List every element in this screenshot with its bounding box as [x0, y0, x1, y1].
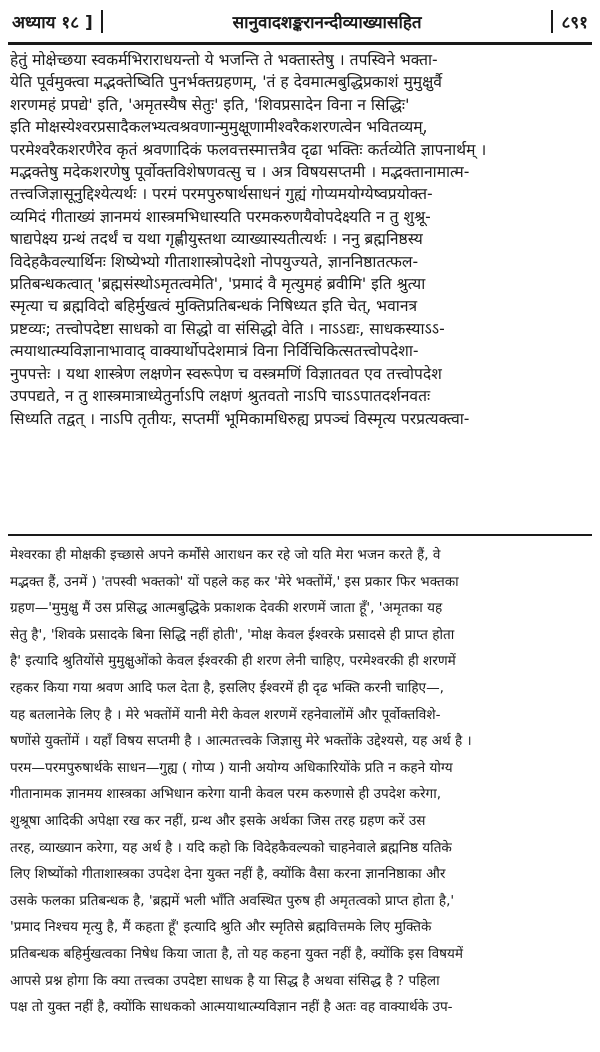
hindi-text-line: षणोंसे युक्तोंमें । यहाँ विषय सप्तमी है । आत्मतत्त्वके जिज्ञासु मेरे भक्तोंके उद्देश्यसे, यह अर्थ है । [10, 733, 472, 750]
hindi-text-line: गीतानामक ज्ञानमय शास्त्रका अभिधान करेगा यानी केवल परम करुणासे ही उपदेश करेगा, [10, 786, 442, 803]
sanskrit-text-line: त्मयाथात्म्यविज्ञानाभावाद् वाक्यार्थोपदेशमात्रं विना निर्विचिकित्सतत्त्वोपदेशा- [10, 342, 419, 361]
hindi-text-line: है' इत्यादि श्रुतियोंसे मुमुक्षुओंको केवल ईश्वरकी ही शरण लेनी चाहिए, परमेश्वरकी ही शरणमें [10, 653, 456, 670]
hindi-text-line: प्रतिबन्धक बहिर्मुखत्वका निषेध किया जाता है, तो यह कहना युक्त नहीं है, क्योंकि इस विषयमें [10, 945, 464, 962]
book-title: सानुवादशङ्करानन्दीव्याख्यासहित [101, 10, 554, 33]
sanskrit-text-line: उपपद्यते, न तु शास्त्रमात्राध्येतुर्नाऽपि लक्षणं श्रुतवतो नाऽपि चाऽऽपातदर्शनवतः [10, 387, 431, 406]
hindi-translation [10, 542, 590, 1042]
hindi-text-line: परम—परमपुरुषार्थके साधन—गुह्य ( गोप्य ) यानी अयोग्य अधिकारियोंके प्रति न कहने योग्य [10, 759, 453, 776]
hindi-text-line: आपसे प्रश्न होगा कि क्या तत्त्वका उपदेष्टा साधक है या सिद्ध है अथवा संसिद्ध है ? पहिला [10, 972, 440, 989]
hindi-text-line: मद्भक्त हैं, उनमें ) 'तपस्वी भक्तको' यों पहले कह कर 'मेरे भक्तोंमें,' इस प्रकार फिर भक्तका [10, 573, 459, 590]
sanskrit-text-line: इति मोक्षस्येश्वरप्रसादैकलभ्यत्वश्रवणान्मुमुक्षूणामीश्वरैकशरणत्वेन भवितव्यम्, [10, 118, 428, 137]
running-header [8, 0, 592, 45]
hindi-text-line: सेतु है', 'शिवके प्रसादके बिना सिद्धि नहीं होती', 'मोक्ष केवल ईश्वरके प्रसादसे ही प्राप्त होता [10, 626, 455, 643]
page-number: ८९१ [561, 12, 588, 33]
hindi-text-line: उसके फलका प्रतिबन्धक है, 'ब्रह्ममें भली भाँति अवस्थित पुरुष ही अमृतत्वको प्राप्त होता है,' [10, 892, 455, 909]
hindi-text-line: रहकर किया गया श्रवण आदि फल देता है, इसलिए ईश्वरमें ही दृढ भक्ति करनी चाहिए—, [10, 679, 444, 696]
hindi-text-line: 'प्रमाद निश्चय मृत्यु है, मैं कहता हूँ' इत्यादि श्रुति और स्मृतिसे ब्रह्मवित्तमके लिए मुक्तिके [10, 919, 432, 936]
sanskrit-text-line: शरणमहं प्रपद्ये' इति, 'अमृतस्यैष सेतुः' इति, 'शिवप्रसादेन विना न सिद्धिः' [10, 95, 410, 114]
sanskrit-text-line: स्मृत्या च ब्रह्मविदो बहिर्मुखत्वं मुक्तिप्रतिबन्धकं निषिध्यत इति चेत्, भवानत्र [10, 297, 418, 316]
section-divider [8, 534, 592, 536]
sanskrit-text-line: प्रतिबन्धकत्वात् 'ब्रह्मसंस्थोऽमृतत्वमेति', 'प्रमादं वै मृत्युमहं ब्रवीमि' इति श्रुत्या [10, 275, 426, 294]
hindi-text-line: शुश्रूषा आदिकी अपेक्षा रख कर नहीं, ग्रन्थ और इसके अर्थका जिस तरह ग्रहण करें उस [10, 812, 426, 829]
sanskrit-text-line: हेतुं मोक्षेच्छया स्वकर्मभिराराधयन्तो ये भजन्ति ते भक्तास्तेषु । तपस्विने भक्ता- [10, 51, 438, 69]
chapter-label: अध्याय १८ ] [12, 12, 93, 33]
sanskrit-text-line: व्यमिदं गीताख्यं ज्ञानमयं शास्त्रमभिधास्यति परमकरुणयैवोपदेक्ष्यति न तु शुश्रू- [10, 207, 431, 226]
hindi-text-line: पक्ष तो युक्त नहीं है, क्योंकि साधकको आत्मयाथात्म्यविज्ञान नहीं है अतः वह वाक्यार्थके उप- [10, 999, 453, 1016]
sanskrit-text-line: येति पूर्वमुक्त्वा मद्भक्तेष्विति पुनर्भक्तग्रहणम्, 'तं ह देवमात्मबुद्धिप्रकाशं मुमुक्षुर्वै [10, 73, 442, 92]
hindi-text-line: मेश्वरका ही मोक्षकी इच्छासे अपने कर्मोंसे आराधन कर रहे जो यति मेरा भजन करते हैं, वे [10, 547, 441, 563]
hindi-text-line: तरह, व्याख्यान करेगा, यह अर्थ है । यदि कहो कि विदेहकैवल्यको चाहनेवाले ब्रह्मनिष्ठ यतिके [10, 839, 452, 856]
sanskrit-commentary [10, 49, 590, 524]
hindi-text-line: लिए शिष्योंको गीताशास्त्रका उपदेश देना युक्त नहीं है, क्योंकि वैसा करना ज्ञाननिष्ठाका और [10, 866, 446, 883]
sanskrit-text-line: विदेहकैवल्यार्थिनः शिष्येभ्यो गीताशास्त्रोपदेशो नोपयुज्यते, ज्ञाननिष्ठातत्फल- [10, 252, 419, 271]
sanskrit-text-line: परमेश्वरैकशरणैरेव कृतं श्रवणादिकं फलवत्तस्मात्तत्रैव दृढा भक्तिः कर्तव्येति ज्ञापनार्थम् । [10, 140, 487, 159]
sanskrit-text-line: प्रष्टव्यः; तत्त्वोपदेष्टा साधको वा सिद्धो वा संसिद्धो वेति । नाऽऽद्यः, साधकस्याऽऽ- [10, 319, 445, 338]
hindi-text-line: यह बतलानेके लिए है । मेरे भक्तोंमें यानी मेरी केवल शरणमें रहनेवालोंमें और पूर्वोक्तविशे- [10, 706, 441, 723]
hindi-text-line: ग्रहण—'मुमुक्षु मैं उस प्रसिद्ध आत्मबुद्धिके प्रकाशक देवकी शरणमें जाता हूँ', 'अमृतका यह [10, 600, 443, 617]
sanskrit-text-line: तत्त्वजिज्ञासूनुद्दिश्येत्यर्थः । परमं परमपुरुषार्थसाधनं गुह्यं गोप्यमयोग्येष्वप्रयोक्त- [10, 185, 433, 204]
sanskrit-text-line: सिध्यति तद्वत् । नाऽपि तृतीयः, सप्तमीं भूमिकामधिरुह्य प्रपञ्चं विस्मृत्य परप्रत्यक्त्वा- [10, 409, 470, 428]
sanskrit-text-line: नुपपत्तेः । यथा शास्त्रेण लक्षणेन स्वरूपेण च वस्त्रमणिं विज्ञातवत एव तत्त्वोपदेश [10, 364, 442, 383]
sanskrit-text-line: मद्भक्तेषु मदेकशरणेषु पूर्वोक्तविशेषणवत्सु च । अत्र विषयसप्तमी । मद्भक्तानामात्म- [10, 163, 470, 182]
sanskrit-text-line: षाद्यपेक्ष्य ग्रन्थं तदर्थं च यथा गृह्णीयुस्तथा व्याख्यास्यतीत्यर्थः । ननु ब्रह्मनिष्ठस्य [10, 230, 423, 249]
